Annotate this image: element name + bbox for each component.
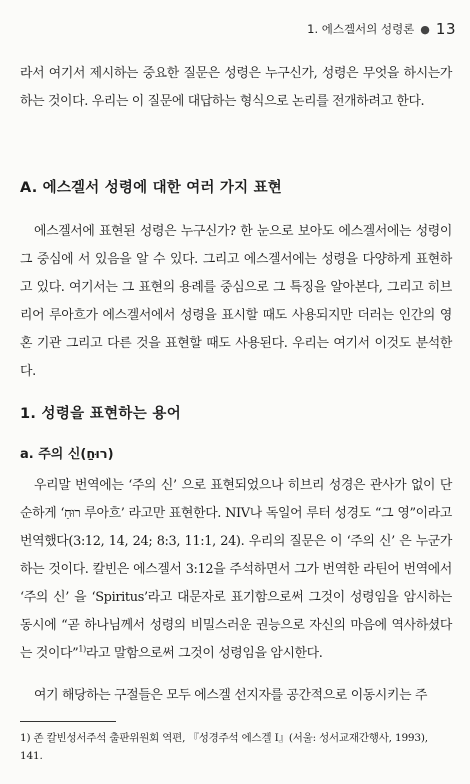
page-number: 13 — [435, 20, 456, 38]
paragraph-intro-continuation: 라서 여기서 제시하는 중요한 질문은 성령은 누구신가, 성령은 무엇을 하시는가 하는 것이다. 우리는 이 질문에 대답하는 형식으로 논리를 전개하려고 한다. — [20, 66, 452, 109]
paragraph-section-intro: 에스겔서에 표현된 성령은 누구신가? 한 눈으로 보아도 에스겔서에는 성령이 그 중심에 서 있음을 알 수 있다. 그리고 에스겔서에는 성령을 다양하게 표현하고 있다. 여기서는 그 표현의 용례를 중심으로 그 특징을 알아본다, 그리고 히브리어 루아흐가 에스겔서에서 성령을 표시할 때도 사용되지만 더러는 인간의 영혼 기관 그리고 다른 것을 표현할 때도 사용된다. 우리는 여기서 이것도 분석한다. — [20, 224, 452, 379]
footnote-reference: 1) — [78, 644, 86, 654]
footnote-text: 1) 존 칼빈성서주석 출판위원회 역편, 『성경주석 에스겔 I』(서울: 성서교재간행사, 1993), 141. — [20, 732, 428, 762]
subsubsection-heading: a. 주의 신(רוּחַ) — [20, 447, 114, 462]
section-heading: A. 에스겔서 성령에 대한 여러 가지 표현 — [20, 180, 282, 196]
chapter-title: 1. 에스겔서의 성령론 — [307, 22, 415, 36]
paragraph-passages: 여기 해당하는 구절들은 모두 에스겔 선지자를 공간적으로 이동시키는 주 — [34, 688, 428, 703]
running-header — [307, 20, 456, 38]
bullet-icon: ● — [420, 22, 430, 36]
subsection-heading: 1. 성령을 표현하는 용어 — [20, 406, 182, 422]
paragraph-text-before-footnote: 우리말 번역에는 ‘주의 신’ 으로 표현되었으나 히브리 성경은 관사가 없이 단순하게 ‘רוּחַ 루아흐’ 라고만 표현한다. NIV나 독일어 루터 성경도 “그 영”이라고 번역했다(3:12, 14, 24; 8:3, 11:1, 24). 우리의 질문은 이 ‘주의 신’ 은 누군가 하는 것이다. 칼빈은 에스겔서 3:12을 주석하면서 그가 번역한 라틴어 번역에서 ‘주의 신’ 을 ‘Spiritus’라고 대문자로 표기함으로써 그것이 성령임을 암시하는 동시에 “곧 하나님께서 성령의 비밀스러운 권능으로 자신의 마음에 역사하셨다는 것이다” — [20, 478, 452, 661]
paragraph-text-after-footnote: 라고 말함으로써 그것이 성령임을 암시한다. — [85, 646, 323, 661]
paragraph-spirit-of-lord — [20, 472, 452, 668]
footnote-divider — [20, 721, 116, 722]
